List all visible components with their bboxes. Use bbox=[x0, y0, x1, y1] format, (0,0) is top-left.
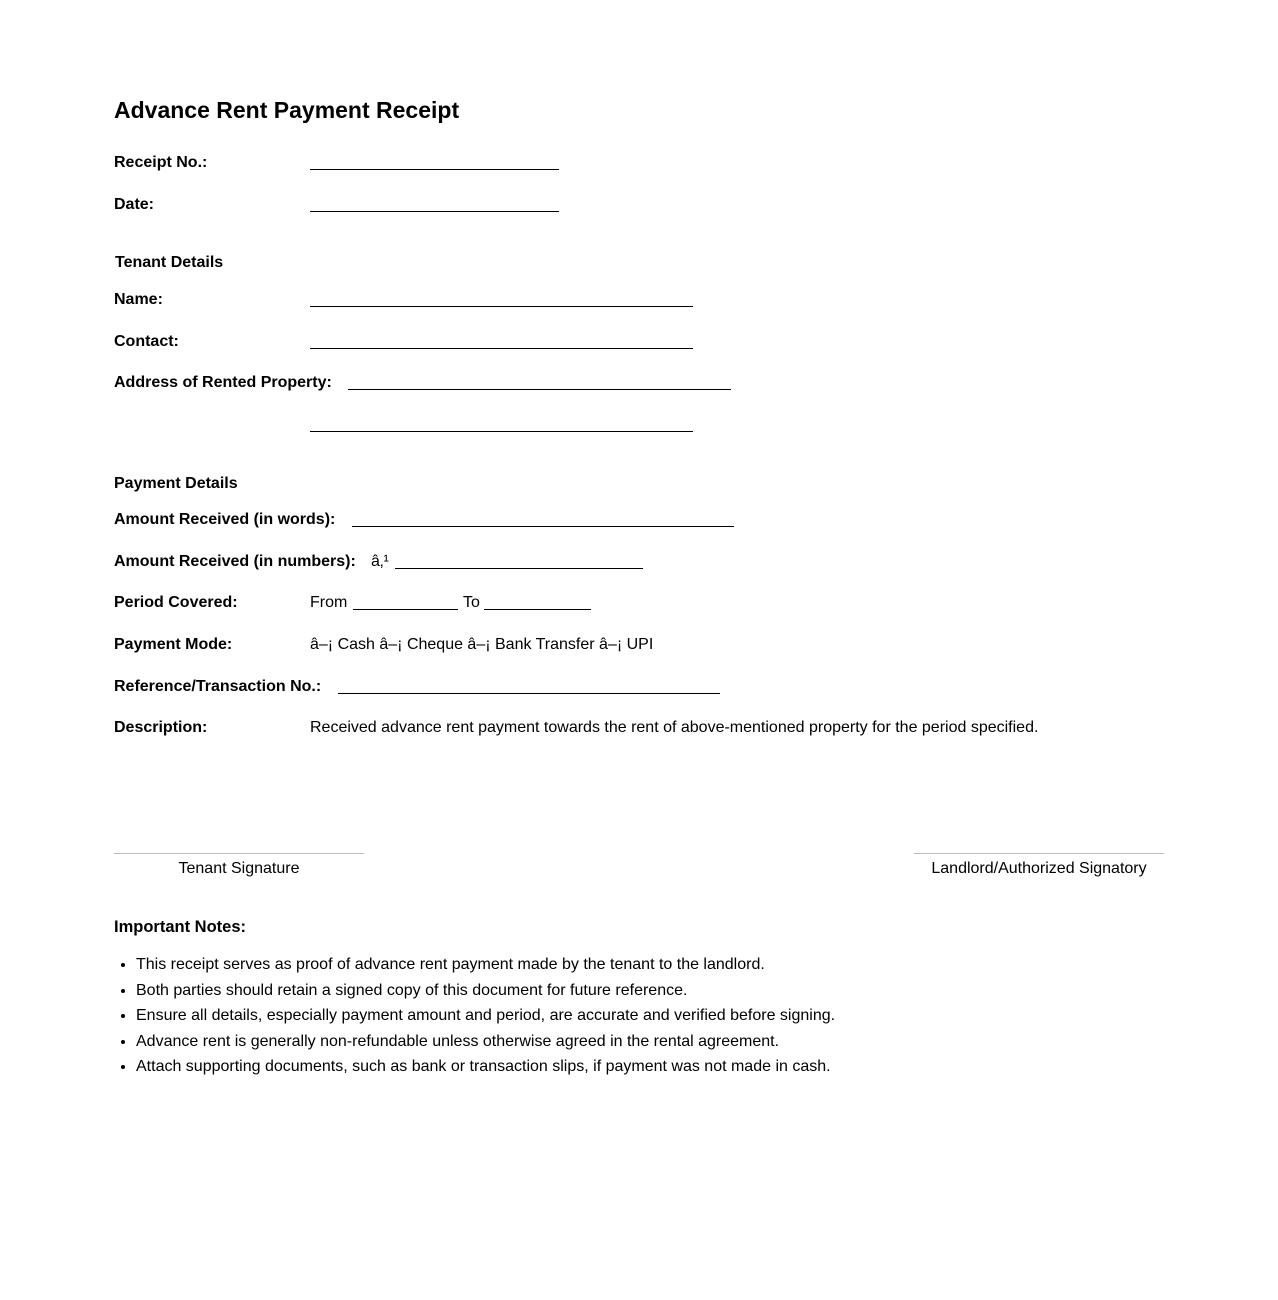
property-address-field-line2[interactable] bbox=[310, 431, 693, 432]
tenant-contact-label: Contact: bbox=[114, 333, 179, 350]
period-to-field[interactable] bbox=[484, 609, 591, 610]
description-text: Received advance rent payment towards the rent of above-mentioned property for the period specified. bbox=[310, 719, 1039, 736]
note-item: • Attach supporting documents, such as bank or transaction slips, if payment was not made in cash. bbox=[136, 1054, 835, 1080]
landlord-signature-label: Landlord/Authorized Signatory bbox=[931, 860, 1147, 877]
note-item: • This receipt serves as proof of advance rent payment made by the tenant to the landlord. bbox=[136, 952, 835, 978]
period-from-field[interactable] bbox=[353, 609, 458, 610]
note-item: • Both parties should retain a signed copy of this document for future reference. bbox=[136, 978, 835, 1004]
date-field[interactable] bbox=[310, 211, 559, 212]
important-notes-list bbox=[114, 952, 835, 1080]
note-item: • Ensure all details, especially payment amount and period, are accurate and verified before signing. bbox=[136, 1003, 835, 1029]
property-address-label: Address of Rented Property: bbox=[114, 374, 332, 391]
period-covered-label: Period Covered: bbox=[114, 594, 238, 611]
description-label: Description: bbox=[114, 719, 208, 736]
page-title: Advance Rent Payment Receipt bbox=[114, 97, 460, 123]
amount-words-field[interactable] bbox=[352, 526, 734, 527]
payment-details-heading: Payment Details bbox=[114, 475, 238, 492]
period-from-label: From bbox=[310, 594, 348, 611]
tenant-signature-line[interactable] bbox=[114, 853, 364, 854]
important-notes-heading: Important Notes: bbox=[114, 918, 246, 936]
tenant-contact-field[interactable] bbox=[310, 348, 693, 349]
period-to-label: To bbox=[463, 594, 480, 611]
payment-mode-label: Payment Mode: bbox=[114, 636, 233, 653]
payment-mode-options[interactable]: â–¡ Cash â–¡ Cheque â–¡ Bank Transfer â–¡ UPI bbox=[310, 636, 654, 653]
tenant-signature-label: Tenant Signature bbox=[178, 860, 300, 877]
reference-no-label: Reference/Transaction No.: bbox=[114, 678, 322, 695]
currency-symbol: â‚¹ bbox=[371, 553, 389, 570]
receipt-no-label: Receipt No.: bbox=[114, 154, 208, 171]
receipt-no-field[interactable] bbox=[310, 169, 559, 170]
date-label: Date: bbox=[114, 196, 155, 213]
amount-numbers-field[interactable] bbox=[395, 568, 643, 569]
reference-no-field[interactable] bbox=[338, 693, 720, 694]
amount-words-label: Amount Received (in words): bbox=[114, 511, 336, 528]
landlord-signature-line[interactable] bbox=[914, 853, 1164, 854]
amount-numbers-label: Amount Received (in numbers): bbox=[114, 553, 356, 570]
note-item: • Advance rent is generally non-refundable unless otherwise agreed in the rental agreement. bbox=[136, 1029, 835, 1055]
tenant-details-heading: Tenant Details bbox=[115, 254, 224, 271]
tenant-name-label: Name: bbox=[114, 291, 163, 308]
property-address-field-line1[interactable] bbox=[348, 389, 731, 390]
tenant-name-field[interactable] bbox=[310, 306, 693, 307]
